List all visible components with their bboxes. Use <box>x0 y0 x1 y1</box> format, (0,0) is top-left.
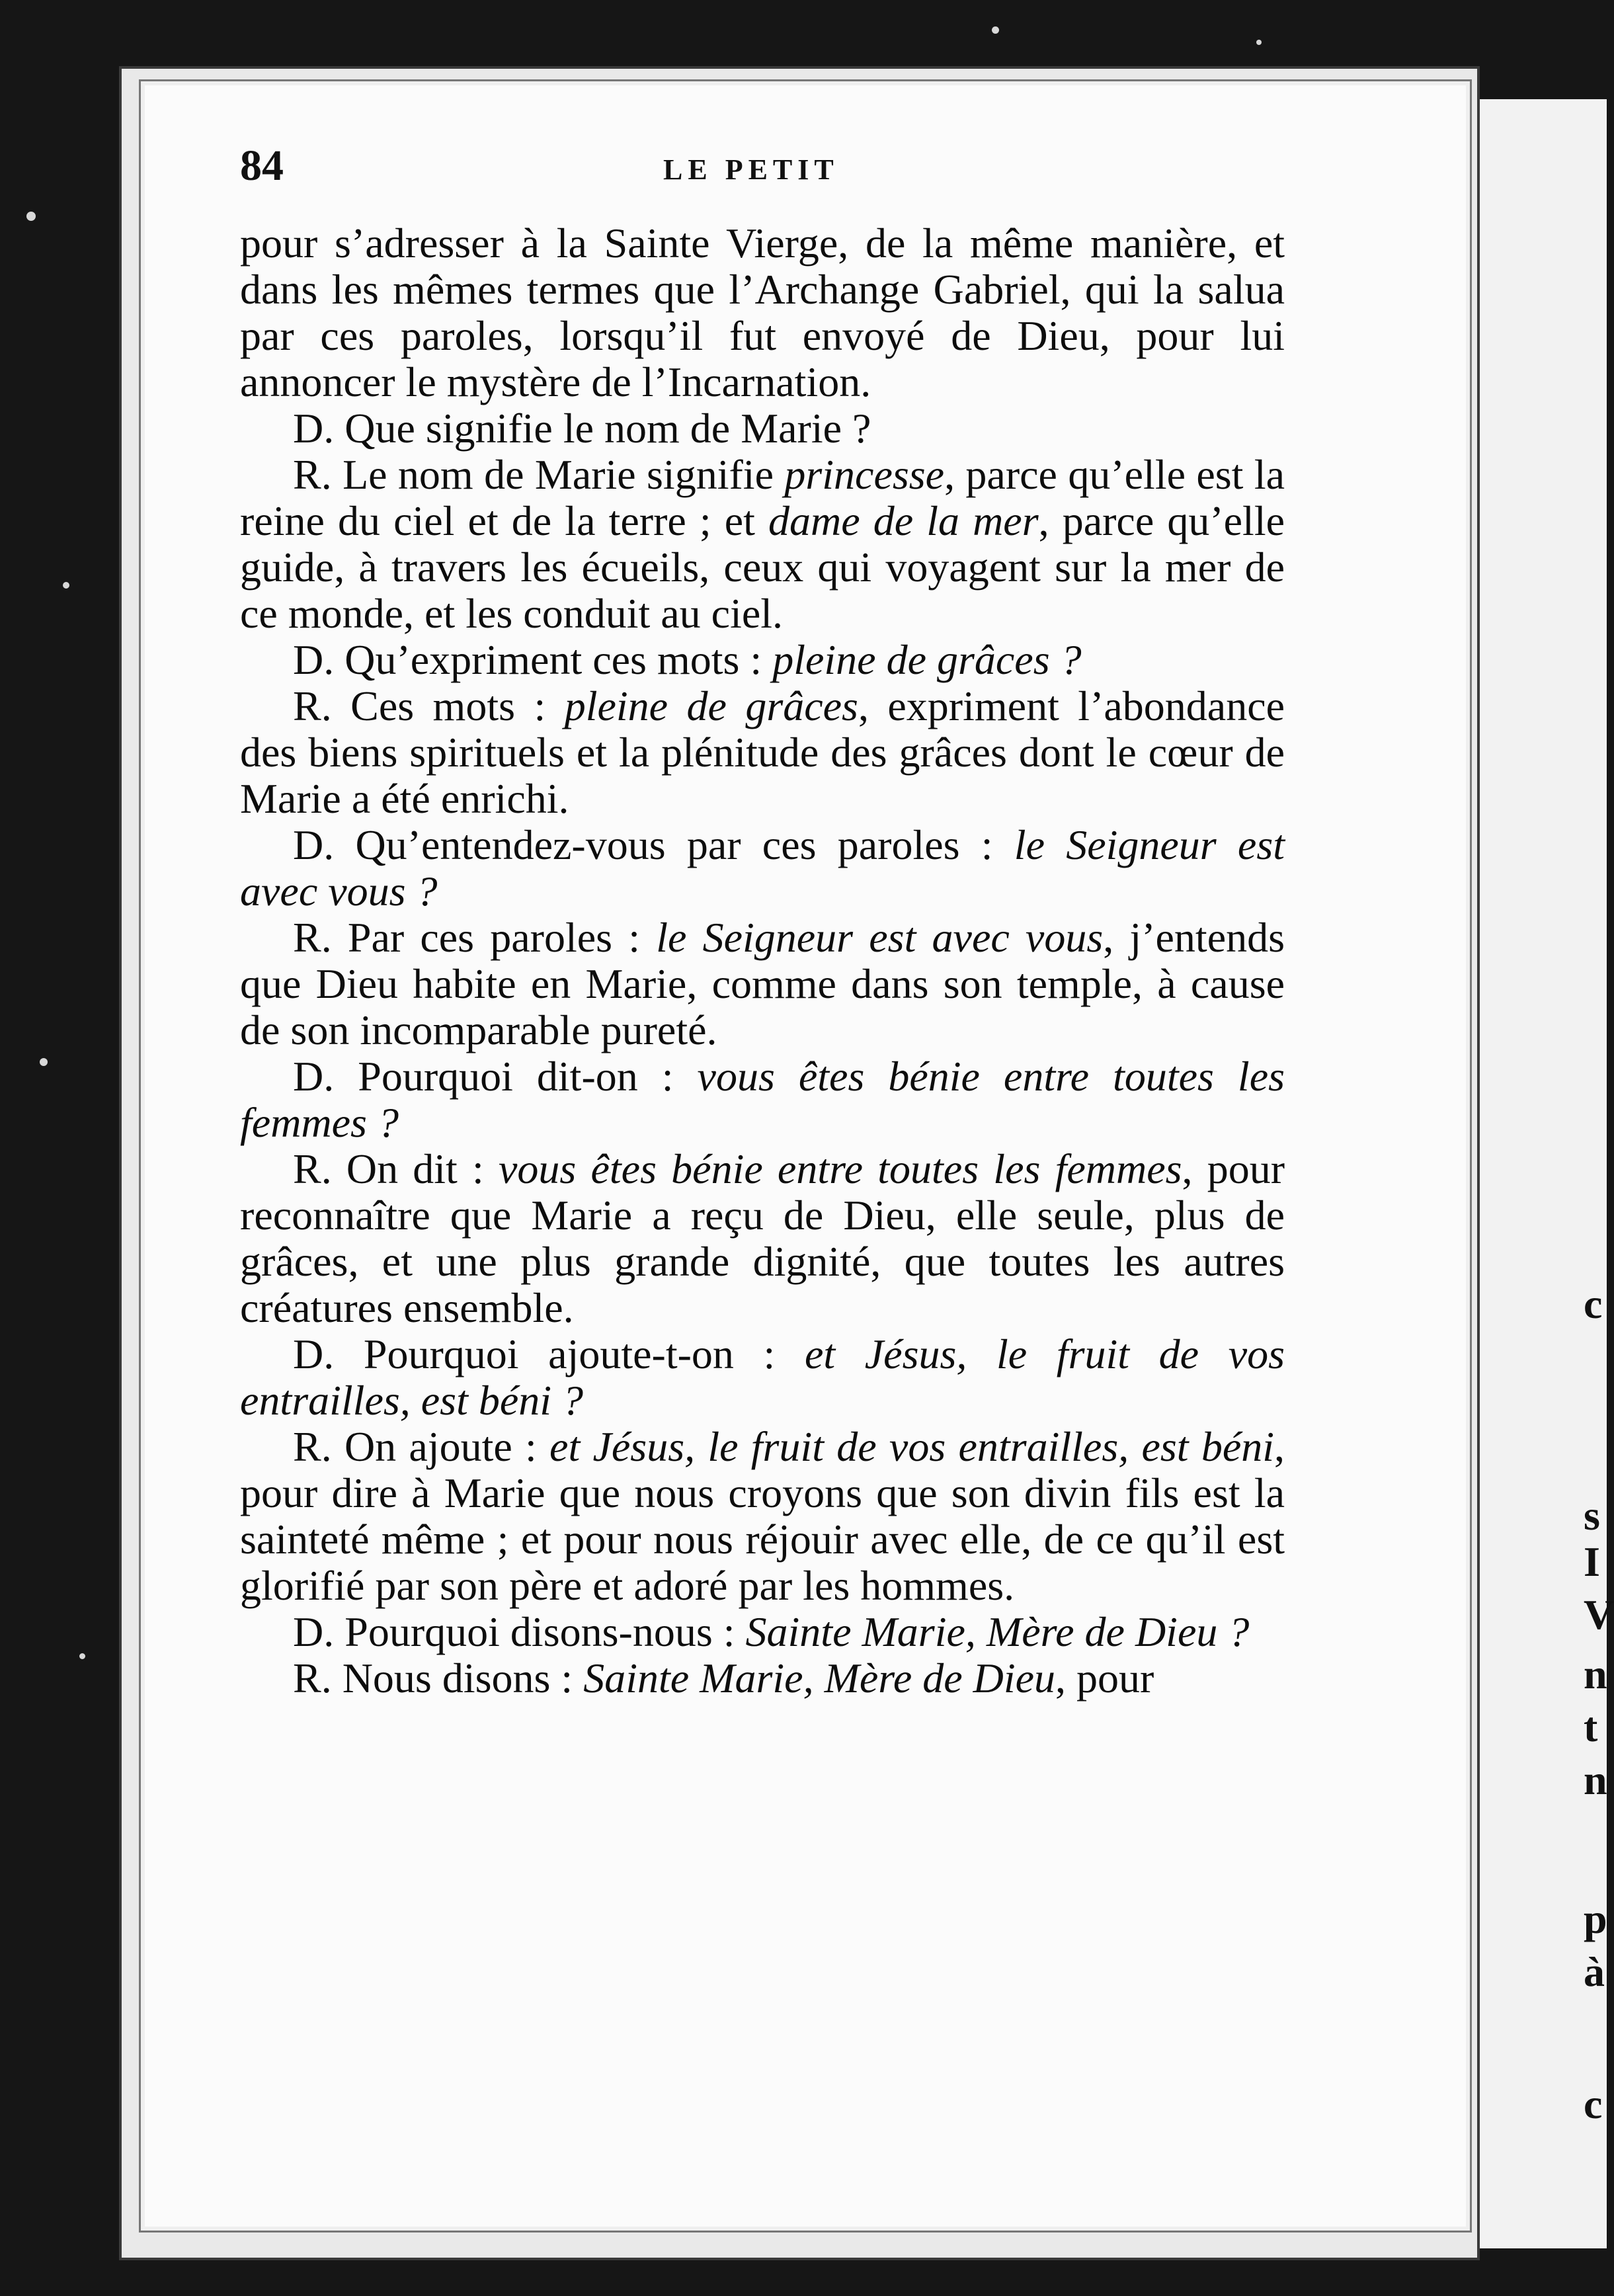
answer-text: , parce qu’elle guide, à travers les écueils, ceux qui voyagent sur la mer de ce monde, et les conduit au ciel. <box>240 497 1285 637</box>
question-paragraph <box>240 1053 1285 1146</box>
answer-italic: princesse <box>784 451 945 498</box>
question-paragraph <box>240 405 1285 452</box>
answer-text: , parce qu’elle est la reine du ciel et de la terre ; et <box>240 451 1285 544</box>
question-label: D. <box>293 1331 335 1377</box>
question-text: Qu’entendez-vous par ces paroles : <box>355 821 1014 868</box>
answer-label: R. <box>293 914 332 961</box>
catechism-text <box>240 220 1285 1702</box>
adjacent-page-glyph: p <box>1584 1895 1607 1942</box>
answer-text: , expriment l’abondance des biens spirituels et la plénitude des grâces dont le cœur de Marie a été enrichi. <box>240 682 1285 822</box>
adjacent-page-glyph: à <box>1584 1948 1605 1995</box>
scan-speck <box>79 1653 85 1659</box>
question-italic: le Seigneur est avec vous ? <box>240 821 1285 915</box>
page-content <box>240 128 1443 1702</box>
answer-text: , pour reconnaître que Marie a reçu de Dieu, elle seule, plus de grâces, et une plus grande dignité, que toutes les autres créatures ensemble. <box>240 1145 1285 1331</box>
adjacent-page-glyph: s <box>1584 1492 1600 1539</box>
question-italic: pleine de grâces ? <box>772 636 1082 683</box>
question-label: D. <box>293 821 335 868</box>
answer-italic: pleine de grâces <box>564 682 858 729</box>
question-text: Qu’expriment ces mots : <box>344 636 773 683</box>
answer-italic: le Seigneur est avec vous <box>656 914 1104 961</box>
answer-italic: dame de la mer <box>768 497 1039 544</box>
answer-paragraph <box>240 1424 1285 1609</box>
adjacent-page-glyph: V <box>1584 1591 1614 1638</box>
answer-text: , pour dire à Marie que nous croyons que son divin fils est la sainteté même ; et pour nous réjouir avec elle, de ce qu’il est glorifié par son père et adoré par les hommes. <box>240 1423 1285 1609</box>
question-label: D. <box>293 1608 335 1655</box>
question-paragraph <box>240 637 1285 683</box>
answer-text: Nous disons : <box>342 1655 584 1702</box>
adjacent-page-glyph: I <box>1584 1538 1600 1585</box>
question-text: Pourquoi dit-on : <box>358 1053 698 1100</box>
answer-label: R. <box>293 1145 332 1192</box>
question-text: Pourquoi disons-nous : <box>344 1608 746 1655</box>
question-paragraph <box>240 1609 1285 1655</box>
answer-text: Par ces paroles : <box>347 914 657 961</box>
answer-text: On ajoute : <box>344 1423 550 1470</box>
answer-text: Le nom de Marie signifie <box>343 451 785 498</box>
answer-paragraph <box>240 1655 1285 1702</box>
answer-label: R. <box>293 682 332 729</box>
answer-italic: vous êtes bénie entre toutes les femmes <box>498 1145 1182 1192</box>
scan-speck <box>992 26 999 34</box>
answer-text: Ces mots : <box>350 682 565 729</box>
paragraph-continuation <box>240 220 1285 405</box>
question-label: D. <box>293 1053 335 1100</box>
answer-label: R. <box>293 1655 332 1702</box>
running-head <box>240 128 1443 207</box>
answer-paragraph <box>240 452 1285 637</box>
question-italic: vous êtes bénie entre toutes les femmes ? <box>240 1053 1285 1146</box>
adjacent-page-edge <box>1465 99 1614 2248</box>
paragraph-text: pour s’adresser à la Sainte Vierge, de la même manière, et dans les mêmes termes que l’Archange Gabriel, qui la salua par ces paroles, lorsqu’il fut envoyé de Dieu, pour lui annoncer le mystère de l’Incarnation. <box>240 220 1285 405</box>
answer-text: , pour <box>1055 1655 1154 1702</box>
adjacent-page-glyph: t <box>1584 1703 1598 1750</box>
page-number: 84 <box>240 142 284 190</box>
answer-text: , j’entends que Dieu habite en Marie, comme dans son temple, à cause de son incomparable pureté. <box>240 914 1285 1053</box>
answer-paragraph <box>240 683 1285 822</box>
scan-speck <box>63 582 69 589</box>
book-page <box>139 79 1472 2233</box>
question-italic: et Jésus, le fruit de vos entrailles, est béni ? <box>240 1331 1285 1424</box>
question-label: D. <box>293 636 335 683</box>
scan-speck <box>26 212 36 221</box>
adjacent-page-glyph: n <box>1584 1651 1607 1698</box>
running-title: LE PETIT <box>663 153 839 186</box>
answer-paragraph <box>240 915 1285 1053</box>
answer-label: R. <box>293 451 332 498</box>
answer-italic: et Jésus, le fruit de vos entrailles, est béni <box>549 1423 1275 1470</box>
adjacent-page-glyph: n <box>1584 1756 1607 1803</box>
question-italic: Sainte Marie, Mère de Dieu ? <box>745 1608 1250 1655</box>
question-label: D. <box>293 405 335 452</box>
question-text: Pourquoi ajoute-t-on : <box>363 1331 805 1377</box>
question-paragraph <box>240 1331 1285 1424</box>
answer-italic: Sainte Marie, Mère de Dieu <box>583 1655 1056 1702</box>
answer-paragraph <box>240 1146 1285 1331</box>
answer-text: On dit : <box>346 1145 499 1192</box>
adjacent-page-glyph: c <box>1584 1280 1603 1327</box>
scan-speck <box>40 1058 48 1066</box>
question-text: Que signifie le nom de Marie ? <box>344 405 871 452</box>
adjacent-page-glyph: c <box>1584 2080 1603 2127</box>
question-paragraph <box>240 822 1285 915</box>
scan-speck <box>1256 40 1262 45</box>
answer-label: R. <box>293 1423 332 1470</box>
